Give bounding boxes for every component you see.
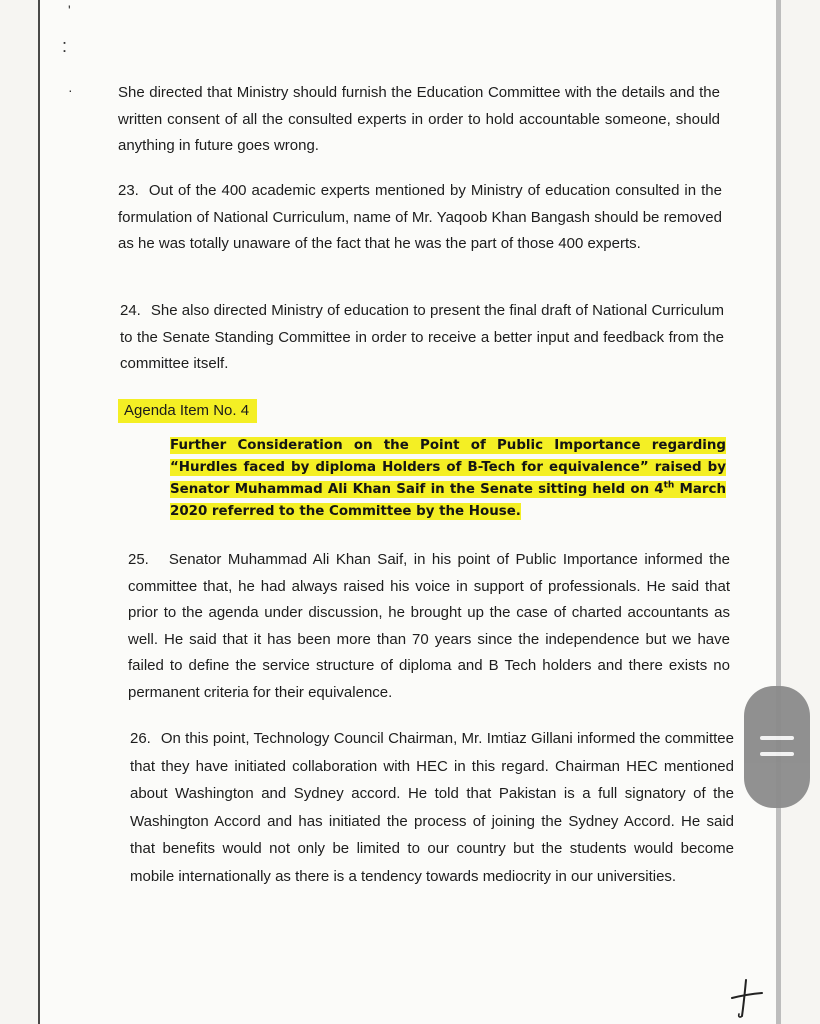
- scan-speck: :: [62, 36, 68, 56]
- paragraph-text: She directed that Ministry should furnish the Education Committee with the details and the written consent of all the consulted experts in order to hold accountable someone, should anything in future goes wrong.: [118, 84, 720, 154]
- signature-mark: [728, 976, 768, 1020]
- agenda-text-before: Further Consideration on the Point of Public Importance regarding “Hurdles faced by diploma Holders of B-Tech for equivalence” raised by Senator Muhammad Ali Khan Saif in the Senate sitting held on 4: [170, 438, 726, 497]
- agenda-superscript: th: [663, 480, 675, 491]
- page-left-edge: [38, 0, 40, 1024]
- paragraph-text: On this point, Technology Council Chairman, Mr. Imtiaz Gillani informed the committee that they have initiated collaboration with HEC in this regard. Chairman HEC mentioned about Washington and Sydney accord. He told that Pakistan is a full signatory of the Washington Accord and has initiated the process of joining the Sydney Accord. He said that benefits would not only be limited to our country but the students would become mobile internationally as there is a tendency towards mediocrity in our universities.: [130, 730, 734, 885]
- paragraph-24: [120, 298, 724, 378]
- paragraph-number: 25.: [128, 551, 149, 568]
- paragraph-number: 26.: [130, 730, 151, 747]
- agenda-text-after: March 2020 referred to the Committee by the House.: [170, 482, 726, 519]
- paragraph-number: 23.: [118, 182, 139, 199]
- paragraph-25: [128, 547, 730, 706]
- agenda-item-description: [170, 435, 726, 523]
- paragraph-text: Senator Muhammad Ali Khan Saif, in his point of Public Importance informed the committee that, he had always raised his voice in support of professionals. He said that prior to the agenda under discussion, he brought up the case of charted accountants as well. He said that it has been more than 70 years since the independence but we have failed to define the service structure of diploma and B Tech holders and there exists no permanent criteria for their equivalence.: [128, 551, 730, 701]
- scroll-handle-icon[interactable]: [744, 686, 810, 808]
- paragraph-text: Out of the 400 academic experts mentioned by Ministry of education consulted in the formulation of National Curriculum, name of Mr. Yaqoob Khan Bangash should be removed as he was totally unaware of the fact that he was the part of those 400 experts.: [118, 182, 722, 252]
- scroll-handle-line: [760, 736, 794, 740]
- scan-speck: ': [68, 2, 71, 18]
- scan-speck: ·: [68, 82, 73, 98]
- page-right-edge: [776, 0, 781, 1024]
- agenda-item-label: Agenda Item No. 4: [118, 399, 257, 423]
- paragraph-26: [130, 725, 734, 890]
- paragraph-intro: [118, 80, 720, 160]
- paragraph-number: 24.: [120, 302, 141, 319]
- scroll-handle-line: [760, 752, 794, 756]
- paragraph-23: [118, 178, 722, 258]
- paragraph-text: She also directed Ministry of education to present the final draft of National Curriculum to the Senate Standing Committee in order to receive a better input and feedback from the committee itself.: [120, 302, 724, 372]
